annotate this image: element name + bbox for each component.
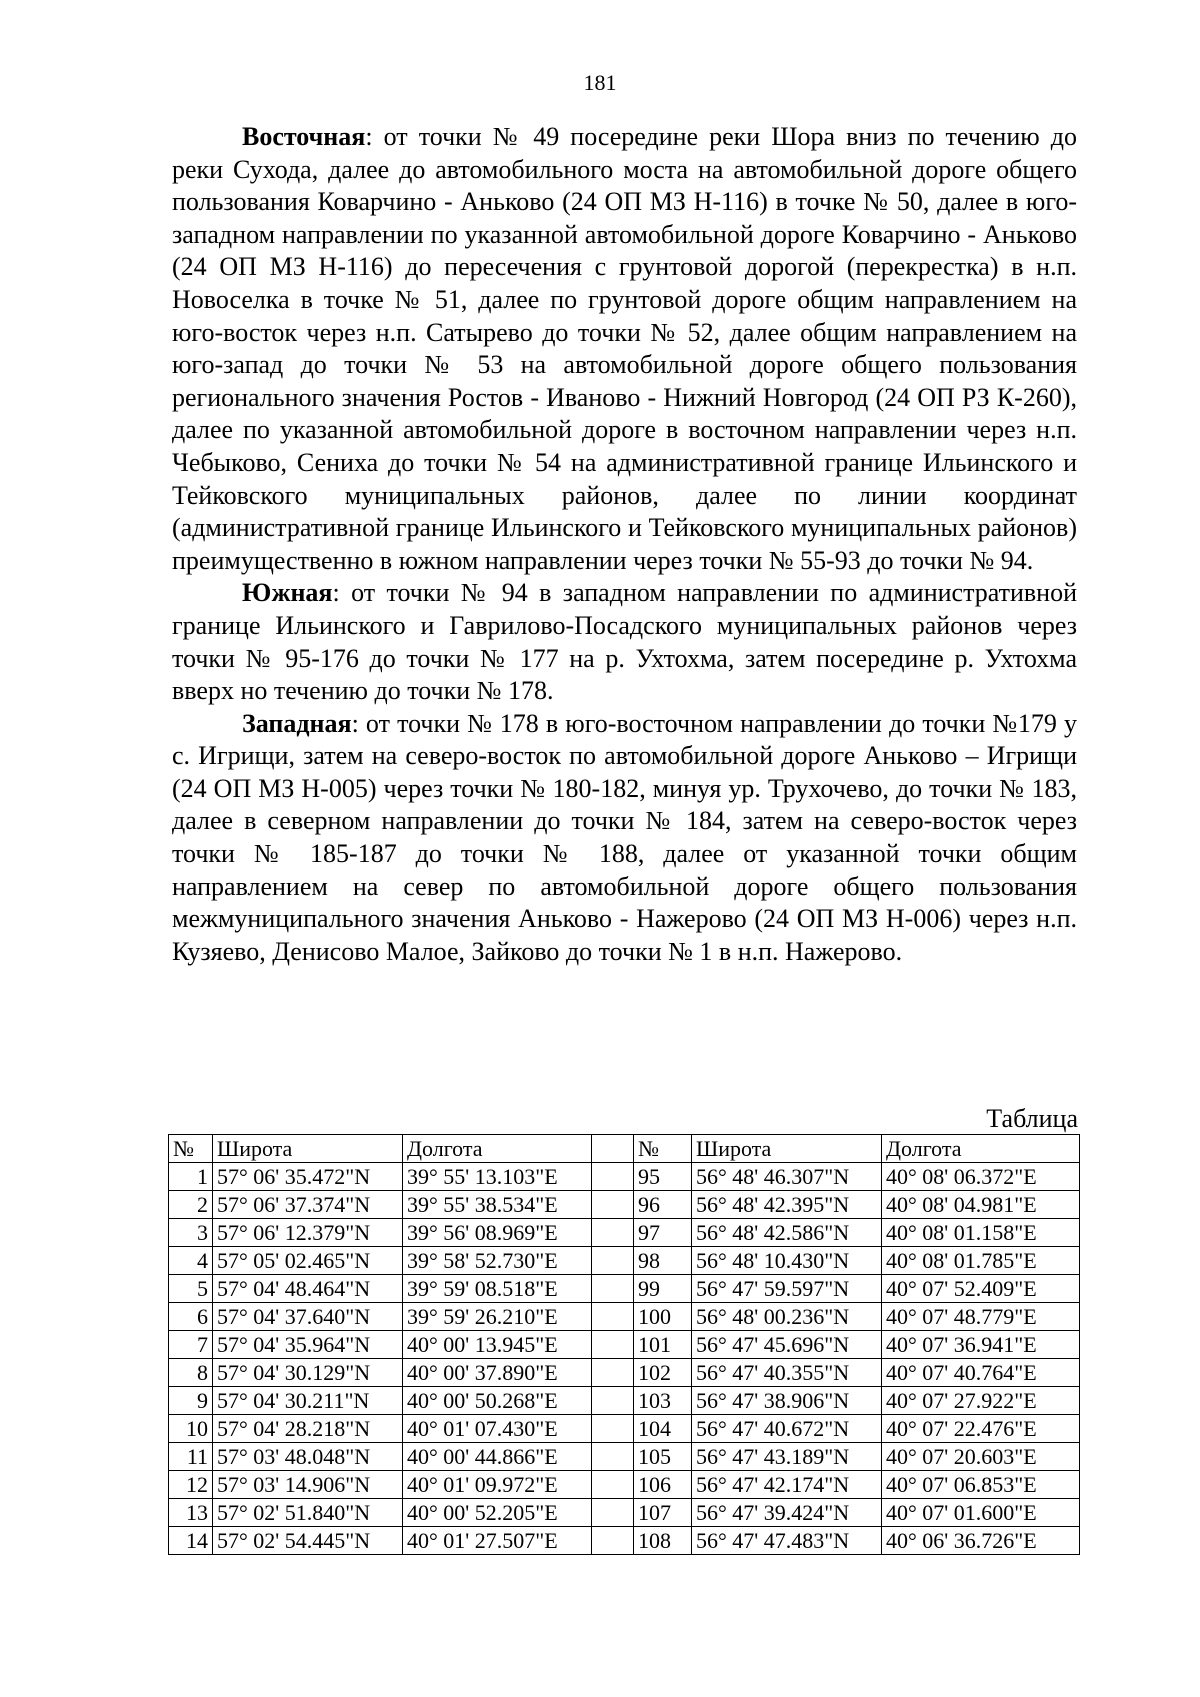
header-number: №	[169, 1135, 213, 1163]
paragraph-south	[172, 577, 1077, 707]
paragraph-body: : от точки № 49 посередине реки Шора вниз по течению до реки Сухода, далее до автомобильного моста на автомобильной дороге общего пользования Коварчино - Аньково (24 ОП МЗ Н-116) в точке № 50, далее в юго-западном направлении по указанной автомобильной дороге Коварчино - Аньково (24 ОП МЗ Н-116) до пересечения с грунтовой дорогой (перекрестка) в н.п. Новоселка в точке № 51, далее по грунтовой дороге общим направлением на юго-восток через н.п. Сатырево до точки № 52, далее общим направлением на юго-запад до точки № 53 на автомобильной дороге общего пользования регионального значения Ростов - Иваново - Нижний Новгород (24 ОП РЗ К-260), далее по указанной автомобильной дороге в восточном направлении через н.п. Чебыково, Сениха до точки № 54 на административной границе Ильинского и Тейковского муниципальных районов, далее по линии координат (административной границе Ильинского и Тейковского муниципальных районов) преимущественно в южном направлении через точки № 55-93 до точки № 94.	[172, 122, 1077, 575]
cell-number: 9	[169, 1387, 213, 1415]
table-row	[169, 1443, 1080, 1471]
cell-longitude: 40° 00' 52.205"E	[403, 1499, 592, 1527]
coordinates-table	[168, 1134, 1080, 1555]
header-longitude: Долгота	[403, 1135, 592, 1163]
cell-longitude-2: 40° 08' 04.981"E	[882, 1191, 1080, 1219]
cell-latitude-2: 56° 47' 40.355"N	[692, 1359, 882, 1387]
table-row	[169, 1191, 1080, 1219]
paragraph-east	[172, 121, 1077, 577]
cell-number: 5	[169, 1275, 213, 1303]
paragraph-body: : от точки № 178 в юго-восточном направлении до точки №179 у с. Игрищи, затем на северо-восток по автомобильной дороге Аньково – Игрищи (24 ОП МЗ Н-005) через точки № 180-182, минуя ур. Трухочево, до точки № 183, далее в северном направлении до точки № 184, затем на северо-восток через точки № 185-187 до точки № 188, далее от указанной точки общим направлением на север по автомобильной дороге общего пользования межмуниципального значения Аньково - Нажерово (24 ОП МЗ Н-006) через н.п. Кузяево, Денисово Малое, Зайково до точки № 1 в н.п. Нажерово.	[172, 708, 1077, 966]
header-longitude-2: Долгота	[882, 1135, 1080, 1163]
cell-longitude-2: 40° 07' 52.409"E	[882, 1275, 1080, 1303]
cell-number: 8	[169, 1359, 213, 1387]
cell-longitude-2: 40° 07' 40.764"E	[882, 1359, 1080, 1387]
cell-number: 13	[169, 1499, 213, 1527]
cell-longitude-2: 40° 07' 48.779"E	[882, 1303, 1080, 1331]
cell-number-2: 102	[634, 1359, 692, 1387]
paragraph-lead: Западная	[242, 708, 352, 738]
cell-spacer	[592, 1443, 634, 1471]
cell-latitude-2: 56° 48' 42.395"N	[692, 1191, 882, 1219]
cell-longitude-2: 40° 08' 06.372"E	[882, 1163, 1080, 1191]
cell-latitude-2: 56° 47' 40.672"N	[692, 1415, 882, 1443]
cell-number: 2	[169, 1191, 213, 1219]
cell-longitude-2: 40° 08' 01.785"E	[882, 1247, 1080, 1275]
cell-latitude-2: 56° 47' 39.424"N	[692, 1499, 882, 1527]
table-row	[169, 1359, 1080, 1387]
cell-number-2: 108	[634, 1527, 692, 1555]
cell-longitude: 40° 01' 27.507"E	[403, 1527, 592, 1555]
document-body	[172, 121, 1077, 968]
cell-longitude: 40° 01' 07.430"E	[403, 1415, 592, 1443]
cell-longitude-2: 40° 08' 01.158"E	[882, 1219, 1080, 1247]
cell-number: 4	[169, 1247, 213, 1275]
cell-number: 14	[169, 1527, 213, 1555]
cell-number-2: 106	[634, 1471, 692, 1499]
cell-spacer	[592, 1331, 634, 1359]
cell-number: 12	[169, 1471, 213, 1499]
cell-latitude-2: 56° 47' 47.483"N	[692, 1527, 882, 1555]
cell-latitude: 57° 06' 12.379"N	[213, 1219, 403, 1247]
header-spacer	[592, 1135, 634, 1163]
table-row	[169, 1331, 1080, 1359]
cell-spacer	[592, 1359, 634, 1387]
table-row	[169, 1471, 1080, 1499]
cell-longitude-2: 40° 07' 22.476"E	[882, 1415, 1080, 1443]
page-number: 181	[583, 70, 617, 95]
cell-longitude: 39° 55' 13.103"E	[403, 1163, 592, 1191]
cell-latitude: 57° 06' 35.472"N	[213, 1163, 403, 1191]
paragraph-body: : от точки № 94 в западном направлении по административной границе Ильинского и Гаврилово-Посадского муниципальных районов через точки № 95-176 до точки № 177 на р. Ухтохма, затем посередине р. Ухтохма вверх но течению до точки № 178.	[172, 578, 1077, 706]
cell-number-2: 99	[634, 1275, 692, 1303]
cell-longitude: 40° 00' 44.866"E	[403, 1443, 592, 1471]
cell-longitude: 40° 01' 09.972"E	[403, 1471, 592, 1499]
table-header-row	[169, 1135, 1080, 1163]
cell-longitude: 39° 59' 08.518"E	[403, 1275, 592, 1303]
cell-latitude-2: 56° 48' 10.430"N	[692, 1247, 882, 1275]
cell-longitude-2: 40° 07' 01.600"E	[882, 1499, 1080, 1527]
table-row	[169, 1247, 1080, 1275]
cell-latitude-2: 56° 47' 59.597"N	[692, 1275, 882, 1303]
header-latitude-2: Широта	[692, 1135, 882, 1163]
paragraph-lead: Южная	[242, 578, 333, 608]
table-row	[169, 1275, 1080, 1303]
table-row	[169, 1499, 1080, 1527]
cell-number: 11	[169, 1443, 213, 1471]
table-row	[169, 1219, 1080, 1247]
cell-spacer	[592, 1191, 634, 1219]
cell-number-2: 98	[634, 1247, 692, 1275]
cell-longitude-2: 40° 07' 36.941"E	[882, 1331, 1080, 1359]
cell-longitude-2: 40° 07' 27.922"E	[882, 1387, 1080, 1415]
cell-number-2: 105	[634, 1443, 692, 1471]
cell-number-2: 95	[634, 1163, 692, 1191]
cell-latitude-2: 56° 47' 45.696"N	[692, 1331, 882, 1359]
cell-latitude-2: 56° 48' 46.307"N	[692, 1163, 882, 1191]
cell-spacer	[592, 1303, 634, 1331]
cell-longitude: 40° 00' 37.890"E	[403, 1359, 592, 1387]
cell-latitude: 57° 04' 30.211"N	[213, 1387, 403, 1415]
cell-longitude: 39° 55' 38.534"E	[403, 1191, 592, 1219]
cell-longitude: 40° 00' 13.945"E	[403, 1331, 592, 1359]
cell-longitude-2: 40° 07' 06.853"E	[882, 1471, 1080, 1499]
cell-latitude: 57° 03' 48.048"N	[213, 1443, 403, 1471]
cell-number: 10	[169, 1415, 213, 1443]
cell-number-2: 103	[634, 1387, 692, 1415]
cell-latitude-2: 56° 47' 38.906"N	[692, 1387, 882, 1415]
cell-latitude: 57° 04' 35.964"N	[213, 1331, 403, 1359]
cell-latitude: 57° 02' 51.840"N	[213, 1499, 403, 1527]
cell-latitude: 57° 04' 30.129"N	[213, 1359, 403, 1387]
cell-number-2: 101	[634, 1331, 692, 1359]
cell-spacer	[592, 1163, 634, 1191]
table-row	[169, 1527, 1080, 1555]
cell-number: 3	[169, 1219, 213, 1247]
cell-longitude-2: 40° 06' 36.726"E	[882, 1527, 1080, 1555]
cell-latitude-2: 56° 48' 42.586"N	[692, 1219, 882, 1247]
cell-spacer	[592, 1527, 634, 1555]
cell-longitude: 39° 59' 26.210"E	[403, 1303, 592, 1331]
cell-number: 6	[169, 1303, 213, 1331]
cell-spacer	[592, 1499, 634, 1527]
cell-spacer	[592, 1471, 634, 1499]
cell-spacer	[592, 1275, 634, 1303]
cell-number-2: 96	[634, 1191, 692, 1219]
table-caption: Таблица	[986, 1104, 1078, 1133]
cell-latitude-2: 56° 48' 00.236"N	[692, 1303, 882, 1331]
table-body	[169, 1163, 1080, 1555]
cell-latitude: 57° 04' 37.640"N	[213, 1303, 403, 1331]
table-row	[169, 1163, 1080, 1191]
paragraph-lead: Восточная	[242, 122, 366, 151]
table-row	[169, 1415, 1080, 1443]
paragraph-west	[172, 708, 1077, 969]
cell-latitude: 57° 03' 14.906"N	[213, 1471, 403, 1499]
cell-latitude: 57° 06' 37.374"N	[213, 1191, 403, 1219]
cell-latitude: 57° 02' 54.445"N	[213, 1527, 403, 1555]
cell-spacer	[592, 1387, 634, 1415]
header-number-2: №	[634, 1135, 692, 1163]
cell-longitude-2: 40° 07' 20.603"E	[882, 1443, 1080, 1471]
cell-spacer	[592, 1247, 634, 1275]
cell-longitude: 39° 56' 08.969"E	[403, 1219, 592, 1247]
cell-latitude: 57° 04' 48.464"N	[213, 1275, 403, 1303]
cell-longitude: 39° 58' 52.730"E	[403, 1247, 592, 1275]
cell-spacer	[592, 1415, 634, 1443]
cell-number-2: 97	[634, 1219, 692, 1247]
cell-latitude-2: 56° 47' 42.174"N	[692, 1471, 882, 1499]
cell-number: 1	[169, 1163, 213, 1191]
cell-spacer	[592, 1219, 634, 1247]
cell-latitude: 57° 04' 28.218"N	[213, 1415, 403, 1443]
cell-number-2: 100	[634, 1303, 692, 1331]
cell-latitude: 57° 05' 02.465"N	[213, 1247, 403, 1275]
table-row	[169, 1303, 1080, 1331]
cell-number: 7	[169, 1331, 213, 1359]
cell-number-2: 107	[634, 1499, 692, 1527]
cell-latitude-2: 56° 47' 43.189"N	[692, 1443, 882, 1471]
cell-number-2: 104	[634, 1415, 692, 1443]
header-latitude: Широта	[213, 1135, 403, 1163]
cell-longitude: 40° 00' 50.268"E	[403, 1387, 592, 1415]
table-row	[169, 1387, 1080, 1415]
